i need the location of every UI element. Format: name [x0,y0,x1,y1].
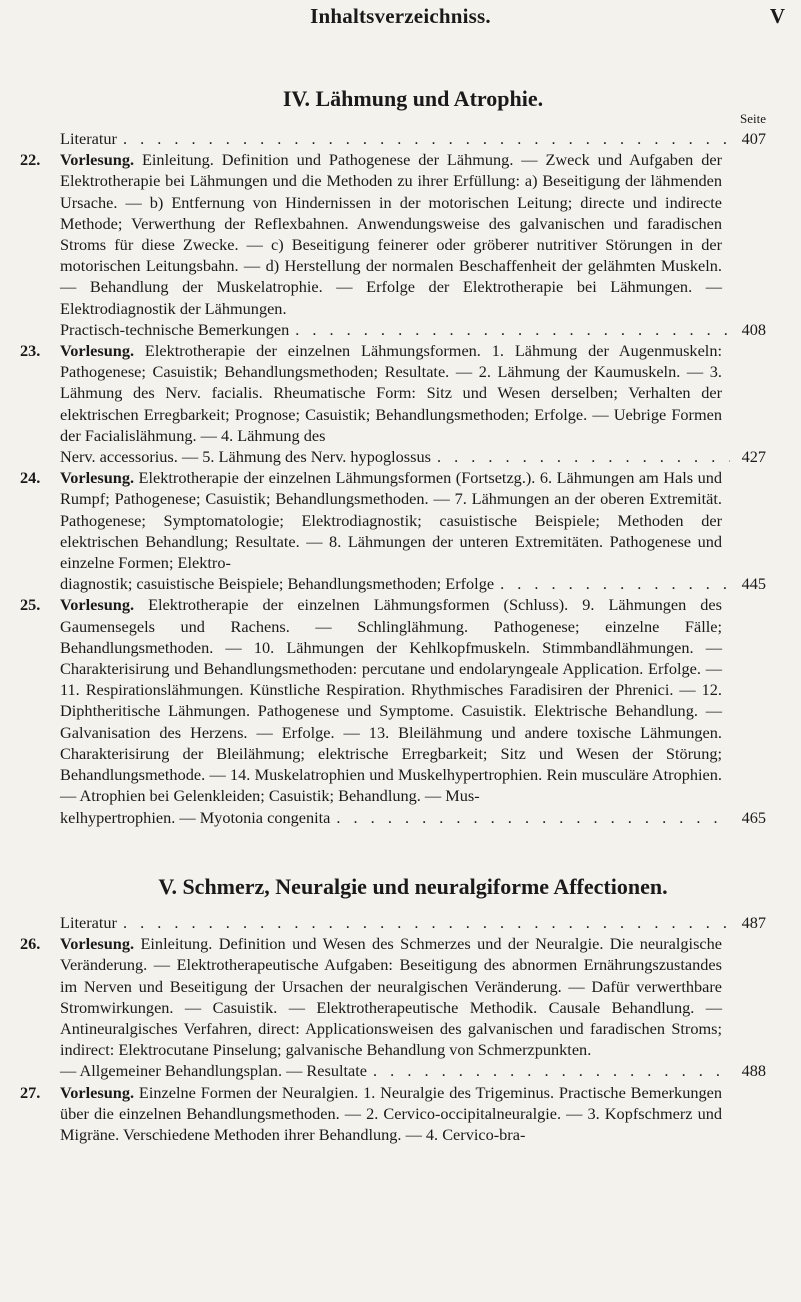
entry-last-line [60,573,766,594]
entry-text [60,467,766,573]
section-title: IV. Lähmung und Atrophie. [282,86,544,111]
entry-body: Einleitung. Definition und Wesen des Schmerzes und der Neuralgie. Die neuralgische Veränderung. — Elektrotherapeutische Aufgaben: Beseitigung des abnormen Ernährungszustandes im Nerven und Beseitigung der Ursachen der neuralgischen Veränderung. — Dafür verwerthbare Stromwirkungen. — Casuistik. — Elektrotherapeutische Methodik. Causale Behandlung. — Antineuralgisches Verfahren, direct: Applicationsweisen des galvanischen und faradischen Stroms; indirect: Elektrocutane Pinselung; galvanische Behandlung von Schmerzpunkten. [60,934,722,1060]
page-number: 427 [741,447,766,467]
entry-text [60,933,766,1060]
entry-number: 27. [20,1082,41,1102]
entry-number: 25. [20,595,41,615]
entry-text [60,1082,766,1146]
literatur-row [60,128,766,149]
entry-number: 23. [20,341,41,361]
literatur-label: Literatur [60,913,117,932]
entry-text [60,594,766,806]
toc-entry-23 [20,340,766,467]
entry-heading: Vorlesung. [60,934,135,954]
entry-last-line [60,1060,766,1081]
page-number: 407 [741,129,766,148]
toc-entry-27 [20,1082,766,1146]
entry-text [60,340,766,446]
entry-number: 26. [20,934,41,954]
leader-dots [336,807,730,828]
leader-dots [373,1060,730,1081]
section-title: V. Schmerz, Neuralgie und neuralgiforme Affectionen. [158,874,668,899]
toc-entry-26 [20,933,766,1081]
page-number: 487 [741,913,766,932]
running-head-page-number: V [769,4,785,28]
entry-last-text: kelhypertrophien. — Myotonia congenita [60,807,331,827]
entry-body: Einleitung. Definition und Pathogenese der Lähmung. — Zweck und Aufgaben der Elektrotherapie bei Lähmungen und die Methoden zu ihrer Erfüllung: a) Beseitigung der lähmenden Ursache. — b) Entfernung von Hindernissen in der motorischen Leitung; directe und indirecte Methode; Verwerthung der Reflexbahnen. Anwendungsweise des galvanischen und faradischen Stroms für diese Zwecke. — c) Beseitigung feinerer oder gröberer nutritiver Störungen in der motorischen Leitungsbahn. — d) Herstellung der normalen Beschaffenheit der gelähmten Muskeln. — Behandlung der Muskelatrophie. — Erfolge der Elektrotherapie bei Lähmungen. — Elektrodiagnostik der Lähmungen. [60,150,723,318]
leader-dots [500,573,730,594]
section-iv [20,86,766,828]
entry-heading: Vorlesung. [60,595,135,615]
page-number: 465 [741,807,766,827]
toc-entry-24 [20,467,766,594]
entry-number: 22. [20,150,41,170]
entry-heading: Vorlesung. [60,150,135,170]
leader-dots [295,319,730,340]
page-number: 408 [741,319,766,339]
entry-last-text: Nerv. accessorius. — 5. Lähmung des Nerv. hypoglossus [60,447,431,467]
entry-last-line [60,446,766,467]
entry-last-line [60,807,766,828]
entry-heading: Vorlesung. [60,341,135,361]
running-head-title: Inhaltsverzeichniss. [310,4,491,28]
section-v [20,874,766,1145]
entry-last-text: diagnostik; casuistische Beispiele; Behandlungsmethoden; Erfolge [60,574,495,594]
leader-dots [437,446,730,467]
entry-body: Elektrotherapie der einzelnen Lähmungsformen (Schluss). 9. Lähmungen des Gaumensegels und Rachens. — Schlinglähmung. Pathogenese; einzelne Fälle; Behandlungsmethoden. — 10. Lähmungen der Kehlkopfmuskeln. Stimmbandlähmungen. — Charakterisirung und Behandlungsmethoden: percutane und endolaryngeale Application. Erfolge. — 11. Respirationslähmungen. Künstliche Respiration. Rhythmisches Faradisiren der Phrenici. — 12. Diphtheritische Lähmungen. Pathogenese und Symptome. Casuistik. Elektrische Behandlung. — Galvanisation des Herzens. — Erfolge. — 13. Bleilähmung und andere toxische Lähmungen. Charakterisirung der Bleilähmung; elektrische Erregbarkeit; Sitz und Wesen der Störung; Behandlungsmethode. — 14. Muskelatrophien und Muskelhypertrophien. Rein musculäre Atrophien. — Atrophien bei Gelenkleiden; Casuistik; Behandlung. — Mus- [60,595,722,806]
page-number: 445 [741,574,766,594]
entry-body: Einzelne Formen der Neuralgien. 1. Neuralgie des Trigeminus. Practische Bemerkungen über die einzelnen Behandlungsmethoden. — 2. Cervico-occipitalneuralgie. — 3. Kopfschmerz und Migräne. Verschiedene Methoden ihrer Behandlung. — 4. Cervico-bra- [60,1082,722,1145]
entry-last-line [60,319,766,340]
leader-dots [123,912,730,933]
entry-last-text: — Allgemeiner Behandlungsplan. — Resultate [60,1061,368,1081]
entry-heading: Vorlesung. [60,468,135,488]
toc-entry-22 [20,149,766,340]
toc-entry-25 [20,594,766,827]
running-head [0,4,801,34]
literatur-label: Literatur [60,129,117,148]
page-number: 488 [741,1061,766,1081]
literatur-row [60,912,766,933]
entry-body: Elektrotherapie der einzelnen Lähmungsformen (Fortsetzg.). 6. Lähmungen am Hals und Rumpf; Pathogenese; Casuistik; Behandlungsmethoden. — 7. Lähmungen an der oberen Extremität. Pathogenese; Symptomatologie; Elektrodiagnostik; casuistische Beispiele; Methoden der elektrischen Behandlung; Resultate. — 8. Lähmungen der unteren Extremitäten. Pathogenese und einzelne Formen; Elektro- [60,468,722,573]
entry-last-text: Practisch-technische Bemerkungen [60,319,290,339]
entry-text [60,149,766,319]
entry-body: Elektrotherapie der einzelnen Lähmungsformen. 1. Lähmung der Augenmuskeln: Pathogenese; Casuistik; Behandlungsmethoden; Resultate. — 2. Lähmung der Kaumuskeln. — 3. Lähmung des Nerv. facialis. Rheumatische Form: Sitz und Wesen derselben; Verhalten der elektrischen Erregbarkeit; Prognose; Casuistik; Behandlungsmethoden; Erfolge. — Uebrige Formen der Facialislähmung. — 4. Lähmung des [60,341,722,445]
seite-column-label: Seite [740,111,766,126]
entry-heading: Vorlesung. [60,1082,135,1102]
leader-dots [123,128,730,149]
entry-number: 24. [20,468,41,488]
